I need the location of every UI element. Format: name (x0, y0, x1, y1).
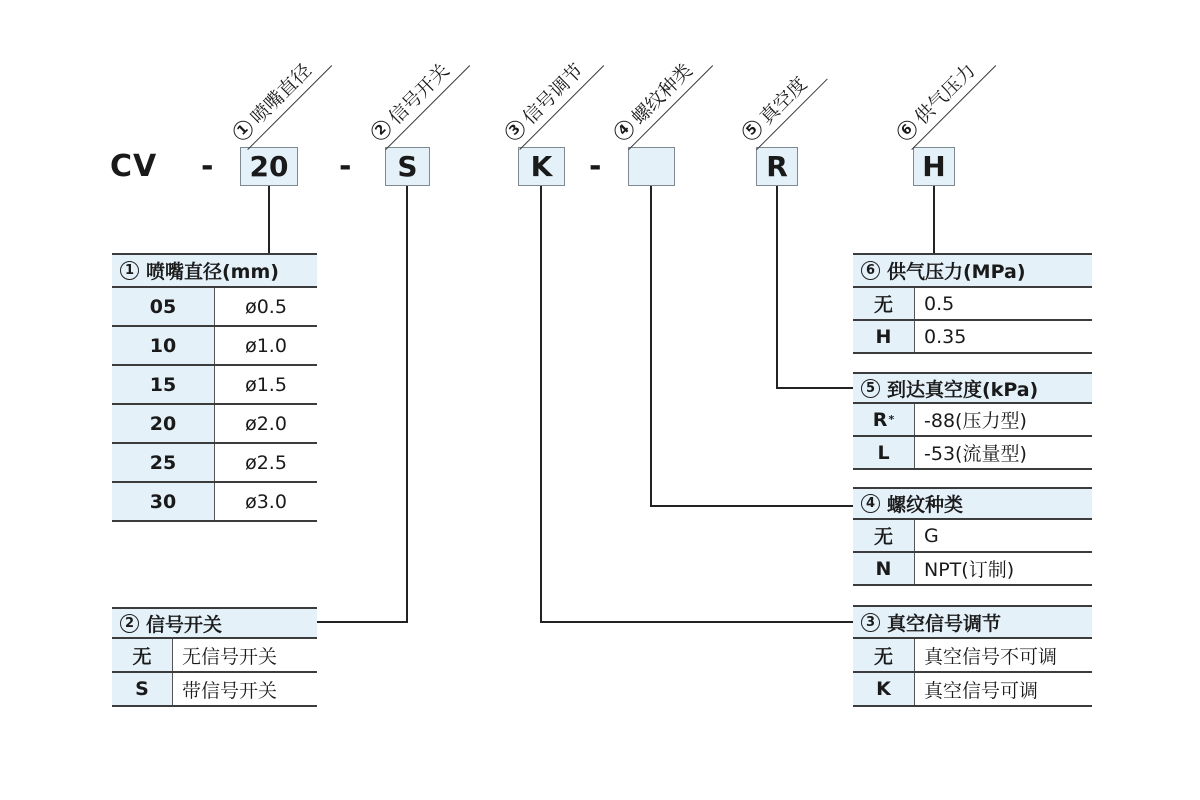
circled-number-icon: 5 (861, 379, 880, 398)
circled-number-icon: 5 (738, 116, 765, 143)
circled-number-icon: 3 (861, 613, 880, 632)
diagonal-label-text: 供气压力 (910, 59, 980, 129)
row-desc: NPT(订制) (915, 553, 1092, 584)
diagonal-label-nozzle (225, 43, 332, 150)
row-desc: ø3.0 (215, 483, 317, 520)
row-desc: ø2.5 (215, 444, 317, 481)
connector-line (650, 186, 652, 507)
vacuum-signal-table (853, 605, 1092, 707)
nozzle-table (112, 253, 317, 522)
row-code: 无 (853, 639, 915, 671)
row-code: 20 (112, 405, 215, 442)
circled-number-icon: 1 (120, 261, 139, 280)
signal-switch-table (112, 607, 317, 707)
diagonal-label-signal-switch (363, 43, 470, 150)
diagonal-label-text: 真空度 (755, 72, 812, 129)
row-desc: G (915, 520, 1092, 551)
code-separator: - (339, 149, 352, 184)
diagonal-label-text: 喷嘴直径 (246, 59, 316, 129)
table-header (853, 487, 1092, 520)
table-header (853, 372, 1092, 404)
connector-line (776, 387, 853, 389)
code-box-vacuum: R (756, 147, 798, 186)
row-code-text: R (872, 408, 888, 431)
code-separator: - (201, 149, 214, 184)
row-code: 15 (112, 366, 215, 403)
row-desc: 真空信号不可调 (915, 639, 1092, 671)
row-code: 05 (112, 288, 215, 325)
table-title: 螺纹种类 (887, 494, 964, 516)
diagonal-label-vacuum (734, 57, 827, 150)
code-box-pressure: H (913, 147, 955, 186)
row-desc: 无信号开关 (173, 639, 317, 671)
row-desc: ø0.5 (215, 288, 317, 325)
table-row (112, 366, 317, 405)
model-code-prefix: CV (110, 149, 158, 184)
connector-line (776, 186, 778, 389)
circled-number-icon: 6 (861, 261, 880, 280)
table-title: 真空信号调节 (887, 612, 1002, 635)
table-row (853, 673, 1092, 707)
circled-number-icon: 6 (893, 116, 920, 143)
vacuum-level-table (853, 372, 1092, 470)
row-code: 10 (112, 327, 215, 364)
table-row (853, 288, 1092, 321)
circled-number-icon: 1 (229, 116, 256, 143)
diagonal-label-pressure (889, 43, 996, 150)
circled-number-icon: 4 (610, 116, 637, 143)
supply-pressure-table (853, 253, 1092, 354)
row-code: R * (853, 404, 915, 435)
table-title: 喷嘴直径(mm) (146, 261, 279, 283)
connector-line (268, 186, 270, 253)
table-row (112, 327, 317, 366)
connector-line (540, 621, 853, 623)
row-desc: 0.5 (915, 288, 1092, 319)
connector-line (406, 186, 408, 623)
table-row (112, 444, 317, 483)
table-row (853, 553, 1092, 586)
circled-number-icon: 3 (501, 116, 528, 143)
code-box-signal-adjust: K (518, 147, 565, 186)
row-desc: ø1.5 (215, 366, 317, 403)
code-box-thread (628, 147, 675, 186)
diagonal-label-text: 信号开关 (384, 59, 454, 129)
diagonal-label-text: 信号调节 (518, 59, 588, 129)
table-row (853, 520, 1092, 553)
code-box-nozzle: 20 (240, 147, 298, 186)
diagonal-label-thread (606, 43, 713, 150)
row-desc: 0.35 (915, 321, 1092, 352)
row-code: 无 (112, 639, 173, 671)
table-header (112, 253, 317, 288)
row-code: H (853, 321, 915, 352)
table-header (112, 607, 317, 639)
diagonal-label-signal-adjust (497, 43, 604, 150)
row-desc: -53(流量型) (915, 437, 1092, 468)
code-box-signal-switch: S (385, 147, 430, 186)
table-row (112, 483, 317, 522)
row-code: L (853, 437, 915, 468)
row-code: N (853, 553, 915, 584)
table-title: 到达真空度(kPa) (887, 378, 1039, 401)
row-desc: 带信号开关 (173, 673, 317, 705)
table-row (853, 437, 1092, 470)
connector-line (317, 621, 408, 623)
table-row (853, 404, 1092, 437)
row-desc: -88(压力型) (915, 404, 1092, 435)
table-row (112, 405, 317, 444)
table-row (853, 639, 1092, 673)
table-row (112, 288, 317, 327)
code-separator: - (589, 149, 602, 184)
connector-line (650, 505, 853, 507)
table-header (853, 605, 1092, 639)
table-row (112, 673, 317, 707)
connector-line (540, 186, 542, 623)
circled-number-icon: 4 (861, 494, 880, 513)
connector-line (933, 186, 935, 253)
row-code: 30 (112, 483, 215, 520)
row-code: 无 (853, 520, 915, 551)
table-row (112, 639, 317, 673)
row-desc: 真空信号可调 (915, 673, 1092, 705)
row-desc: ø1.0 (215, 327, 317, 364)
table-title: 供气压力(MPa) (887, 261, 1026, 283)
circled-number-icon: 2 (367, 116, 394, 143)
thread-type-table (853, 487, 1092, 586)
table-header (853, 253, 1092, 288)
row-desc: ø2.0 (215, 405, 317, 442)
diagonal-label-text: 螺纹种类 (627, 59, 697, 129)
row-code: K (853, 673, 915, 705)
table-title: 信号开关 (146, 613, 223, 636)
row-code: 25 (112, 444, 215, 481)
row-code: S (112, 673, 173, 705)
circled-number-icon: 2 (120, 614, 139, 633)
table-row (853, 321, 1092, 354)
row-code: 无 (853, 288, 915, 319)
